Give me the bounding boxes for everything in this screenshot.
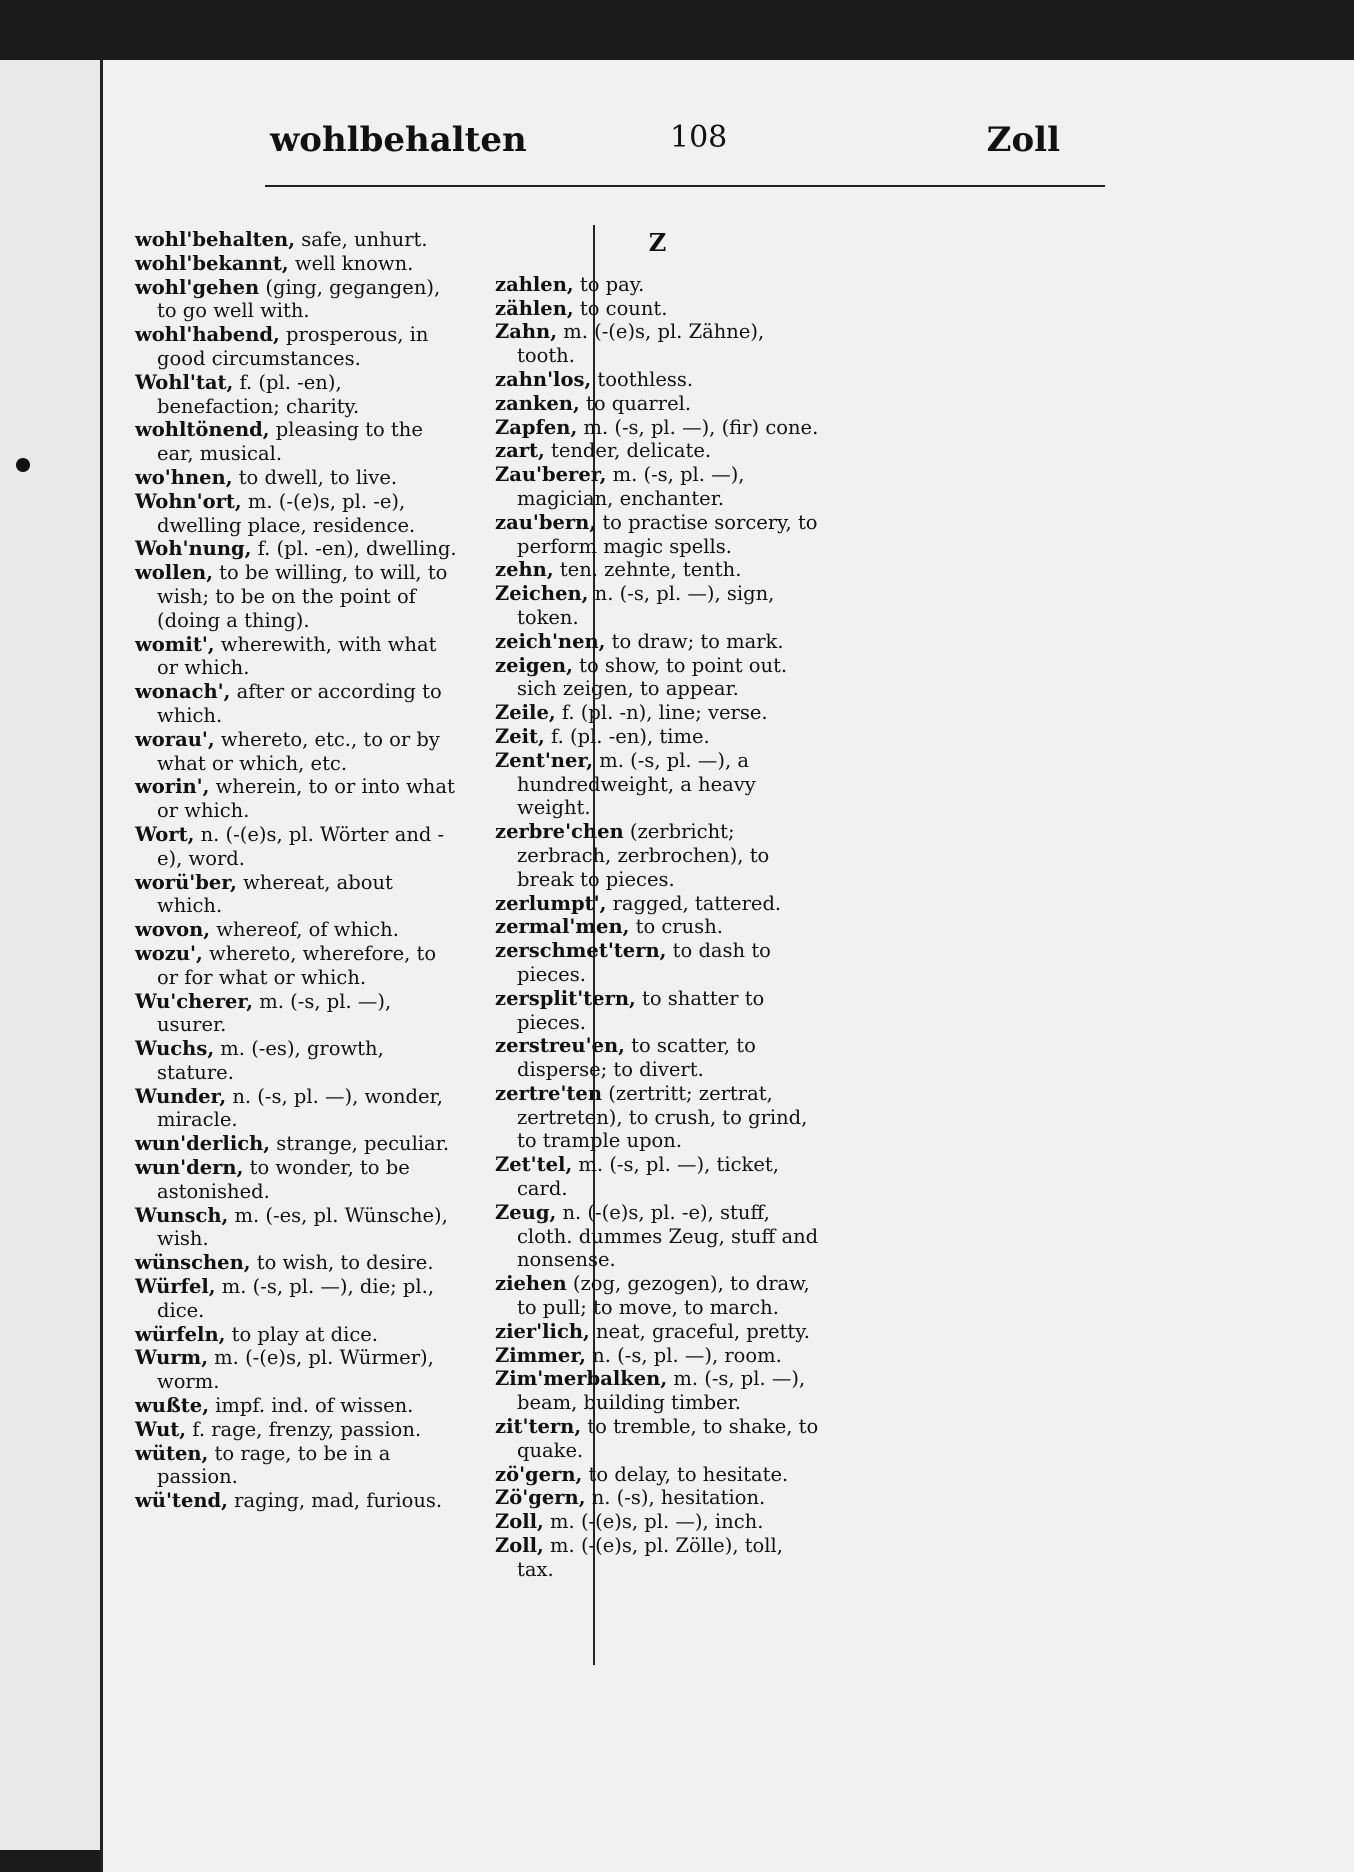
- dictionary-entry: [135, 276, 460, 324]
- dictionary-entry: [495, 654, 820, 702]
- headword: Zau'berer,: [495, 463, 607, 487]
- definition: pleasing to the ear, musical.: [157, 418, 423, 466]
- dictionary-entry: [135, 1204, 460, 1252]
- left-column: [135, 228, 460, 1513]
- headword: zö'gern,: [495, 1462, 583, 1486]
- dictionary-entry: [135, 1442, 460, 1490]
- headword: wüten,: [135, 1441, 209, 1465]
- dictionary-entry: [495, 392, 820, 416]
- dictionary-entry: [495, 820, 820, 891]
- headword: würfeln,: [135, 1322, 226, 1346]
- definition: (zertritt; zertrat, zertreten), to crush, to grind, to trample upon.: [517, 1081, 808, 1153]
- definition: m. (-es), growth, stature.: [157, 1037, 384, 1084]
- headword: Wut,: [135, 1417, 187, 1441]
- headword: zahlen,: [495, 272, 574, 296]
- dictionary-entry: [135, 1275, 460, 1323]
- dictionary-entry: [135, 1251, 460, 1275]
- page-header: [240, 120, 1100, 160]
- dictionary-entry: [135, 1037, 460, 1085]
- definition: to practise sorcery, to perform magic spells.: [517, 510, 818, 558]
- headword: wonach',: [135, 680, 231, 704]
- headword: wünschen,: [135, 1251, 251, 1275]
- headword: Zim'merbalken,: [495, 1367, 668, 1391]
- headword: Zoll,: [495, 1534, 544, 1558]
- headword: wollen,: [135, 561, 213, 585]
- headword: wü'tend,: [135, 1489, 228, 1513]
- definition: ragged, tattered.: [606, 891, 782, 915]
- definition: whereat, about which.: [157, 870, 393, 918]
- dictionary-entry: [495, 1082, 820, 1153]
- dictionary-entry: [135, 490, 460, 538]
- dictionary-entry: [495, 320, 820, 368]
- headword: wovon,: [135, 918, 211, 942]
- dictionary-entry: [135, 633, 460, 681]
- definition: impf. ind. of wissen.: [208, 1394, 414, 1418]
- section-letter: Z: [648, 228, 667, 257]
- dictionary-entry: [135, 418, 460, 466]
- headword: Zet'tel,: [495, 1153, 573, 1177]
- headword: zerbre'chen: [495, 820, 624, 844]
- dictionary-entry: [495, 1034, 820, 1082]
- definition: n. (-(e)s, pl. -e), stuff, cloth. dummes Zeug, stuff and nonsense.: [517, 1200, 819, 1272]
- definition: wherein, to or into what or which.: [157, 775, 455, 823]
- dictionary-entry: [135, 371, 460, 419]
- definition: m. (-(e)s, pl. —), inch.: [543, 1510, 764, 1534]
- headword: Zeichen,: [495, 582, 589, 606]
- definition: f. rage, frenzy, passion.: [186, 1417, 422, 1441]
- dictionary-entry: [495, 701, 820, 725]
- headword: Wunder,: [135, 1084, 227, 1108]
- dictionary-entry: [495, 1344, 820, 1368]
- left-guide-word: wohlbehalten: [270, 120, 527, 160]
- headword: Zeit,: [495, 724, 545, 748]
- dictionary-entry: [495, 1534, 820, 1582]
- definition: to wonder, to be astonished.: [157, 1156, 410, 1203]
- dictionary-entry: [135, 728, 460, 776]
- dictionary-entry: [135, 775, 460, 823]
- definition: to count.: [573, 296, 668, 320]
- dictionary-entry: [495, 1153, 820, 1201]
- definition: m. (-s, pl. —), magician, enchanter.: [517, 463, 745, 510]
- definition: strange, peculiar.: [270, 1132, 450, 1156]
- definition: wherewith, with what or which.: [157, 632, 437, 680]
- dictionary-entry: [495, 1320, 820, 1344]
- definition: n. (-s, pl. —), wonder, miracle.: [157, 1084, 443, 1132]
- dictionary-entry: [135, 561, 460, 632]
- dictionary-entry: [495, 1415, 820, 1463]
- dictionary-entry: [495, 416, 820, 440]
- definition: to delay, to hesitate.: [582, 1462, 789, 1486]
- ink-dot: [16, 458, 30, 472]
- definition: m. (-(e)s, pl. Zähne), tooth.: [517, 320, 765, 368]
- definition: m. (-s, pl. —), usurer.: [157, 989, 392, 1037]
- headword: Wort,: [135, 822, 195, 846]
- dictionary-entry: [495, 630, 820, 654]
- definition: m. (-(e)s, pl. Würmer), worm.: [157, 1346, 434, 1394]
- definition: to dash to pieces.: [517, 939, 771, 986]
- definition: to dwell, to live.: [232, 465, 398, 489]
- headword: Zö'gern,: [495, 1486, 586, 1510]
- definition: whereto, wherefore, to or for what or which.: [157, 941, 437, 989]
- dictionary-entry: [135, 1156, 460, 1204]
- headword: zerlumpt',: [495, 891, 607, 915]
- definition: to play at dice.: [225, 1322, 378, 1346]
- definition: (zerbricht; zerbrach, zerbrochen), to break to pieces.: [517, 820, 770, 891]
- headword: wohl'behalten,: [135, 228, 295, 251]
- dictionary-entry: [495, 1367, 820, 1415]
- definition: to crush.: [629, 915, 723, 939]
- dictionary-entry: [495, 439, 820, 463]
- dictionary-entry: [495, 939, 820, 987]
- dictionary-entry: [495, 749, 820, 820]
- headword: zahn'los,: [495, 367, 592, 391]
- dictionary-entry: [495, 273, 820, 297]
- dictionary-entry: [135, 323, 460, 371]
- dictionary-entry: [135, 1346, 460, 1394]
- dictionary-entry: [495, 725, 820, 749]
- headword: Zapfen,: [495, 415, 578, 439]
- dictionary-entry: [495, 558, 820, 582]
- headword: zerstreu'en,: [495, 1034, 625, 1058]
- headword: Wohl'tat,: [135, 370, 234, 394]
- dictionary-entry: [135, 1085, 460, 1133]
- dictionary-entry: [135, 1418, 460, 1442]
- headword: Zahn,: [495, 320, 558, 344]
- definition: n. (-s, pl. —), room.: [585, 1343, 782, 1367]
- headword: Würfel,: [135, 1275, 216, 1299]
- definition: raging, mad, furious.: [227, 1489, 443, 1513]
- page-number: 108: [670, 120, 728, 155]
- dictionary-entry: [135, 990, 460, 1038]
- definition: m. (-s, pl. —), die; pl., dice.: [157, 1275, 435, 1322]
- definition: to scatter, to disperse; to divert.: [517, 1034, 756, 1082]
- definition: to tremble, to shake, to quake.: [517, 1415, 819, 1462]
- definition: m. (-es, pl. Wünsche), wish.: [157, 1203, 448, 1251]
- definition: f. (pl. -n), line; verse.: [555, 701, 768, 725]
- dictionary-entry: [495, 892, 820, 916]
- headword: Zeug,: [495, 1200, 557, 1224]
- headword: wun'derlich,: [135, 1132, 271, 1156]
- definition: m. (-s, pl. —), ticket, card.: [517, 1153, 779, 1201]
- headword: wohl'bekannt,: [135, 251, 289, 275]
- headword: zier'lich,: [495, 1319, 590, 1343]
- definition: n. (-s, pl. —), sign, token.: [517, 582, 775, 629]
- dictionary-entry: [495, 987, 820, 1035]
- headword: zersplit'tern,: [495, 986, 636, 1010]
- headword: zertre'ten: [495, 1081, 603, 1105]
- dictionary-entry: [495, 582, 820, 630]
- definition: safe, unhurt.: [295, 228, 428, 251]
- definition: (ging, gegangen), to go well with.: [157, 275, 441, 323]
- headword: Zeile,: [495, 701, 556, 725]
- headword: zanken,: [495, 391, 580, 415]
- dictionary-entry: [135, 871, 460, 919]
- right-guide-word: Zoll: [986, 120, 1060, 160]
- headword: worü'ber,: [135, 870, 237, 894]
- definition: m. (-(e)s, pl. -e), dwelling place, residence.: [157, 489, 416, 537]
- headword: zerschmet'tern,: [495, 939, 667, 963]
- headword: wo'hnen,: [135, 465, 233, 489]
- headword: zählen,: [495, 296, 574, 320]
- headword: zermal'men,: [495, 915, 630, 939]
- definition: neat, graceful, pretty.: [589, 1319, 810, 1343]
- headword: worau',: [135, 727, 215, 751]
- headword: wohl'habend,: [135, 323, 280, 347]
- headword: Wurm,: [135, 1346, 208, 1370]
- dictionary-entry: [135, 918, 460, 942]
- dictionary-entry: [495, 1463, 820, 1487]
- previous-page-edge: [0, 60, 100, 1850]
- definition: to draw; to mark.: [605, 629, 784, 653]
- headword: zart,: [495, 439, 545, 463]
- definition: to pay.: [573, 272, 645, 296]
- dictionary-entry: [495, 1272, 820, 1320]
- definition: well known.: [288, 251, 414, 275]
- definition: ten. zehnte, tenth.: [553, 558, 742, 582]
- headword: wohl'gehen: [135, 275, 260, 299]
- definition: toothless.: [591, 367, 694, 391]
- header-rule: [265, 185, 1105, 187]
- headword: worin',: [135, 775, 210, 799]
- headword: wußte,: [135, 1394, 209, 1418]
- definition: m. (-s, pl. —), beam, building timber.: [517, 1367, 806, 1415]
- definition: n. (-(e)s, pl. Wörter and -e), word.: [157, 822, 445, 870]
- definition: m. (-s, pl. —), a hundredweight, a heavy weight.: [517, 748, 756, 820]
- definition: m. (-(e)s, pl. Zölle), toll, tax.: [517, 1534, 783, 1581]
- headword: zit'tern,: [495, 1415, 582, 1439]
- definition: to shatter to pieces.: [517, 986, 765, 1034]
- definition: whereto, etc., to or by what or which, etc.: [157, 727, 440, 775]
- dictionary-entry: [135, 537, 460, 561]
- definition: to wish, to desire.: [250, 1251, 434, 1275]
- dictionary-entry: [495, 1510, 820, 1534]
- dictionary-entry: [495, 915, 820, 939]
- dictionary-entry: [135, 1323, 460, 1347]
- definition: m. (-s, pl. —), (fir) cone.: [577, 415, 819, 439]
- dictionary-entry: [135, 466, 460, 490]
- headword: Wu'cherer,: [135, 989, 254, 1013]
- definition: f. (pl. -en), dwelling.: [251, 537, 457, 561]
- definition: to quarrel.: [579, 391, 692, 415]
- dictionary-entry: [135, 823, 460, 871]
- definition: f. (pl. -en), benefaction; charity.: [157, 370, 360, 418]
- dictionary-entry: [135, 1394, 460, 1418]
- headword: zeigen,: [495, 653, 573, 677]
- headword: Wunsch,: [135, 1203, 229, 1227]
- definition: to show, to point out. sich zeigen, to appear.: [517, 653, 788, 701]
- dictionary-entry: [135, 252, 460, 276]
- definition: whereof, of which.: [210, 918, 399, 942]
- dictionary-entry: [135, 680, 460, 728]
- dictionary-entry: [135, 942, 460, 990]
- headword: Zent'ner,: [495, 748, 594, 772]
- headword: ziehen: [495, 1272, 567, 1296]
- dictionary-entry: [495, 1201, 820, 1272]
- dictionary-entry: [495, 297, 820, 321]
- headword: Wuchs,: [135, 1037, 215, 1061]
- headword: Zoll,: [495, 1510, 544, 1534]
- dictionary-entry: [495, 511, 820, 559]
- dictionary-entry: [135, 1489, 460, 1513]
- headword: Woh'nung,: [135, 537, 252, 561]
- definition: n. (-s), hesitation.: [585, 1486, 766, 1510]
- definition: (zog, gezogen), to draw, to pull; to move, to march.: [517, 1272, 810, 1320]
- headword: zehn,: [495, 558, 554, 582]
- dictionary-entry: [135, 228, 460, 252]
- dictionary-entry: [495, 463, 820, 511]
- definition: prosperous, in good circumstances.: [157, 323, 429, 370]
- definition: to be willing, to will, to wish; to be on the point of (doing a thing).: [157, 561, 448, 632]
- headword: wun'dern,: [135, 1156, 244, 1180]
- definition: f. (pl. -en), time.: [544, 724, 710, 748]
- headword: zau'bern,: [495, 510, 597, 534]
- headword: Zimmer,: [495, 1343, 586, 1367]
- dictionary-entry: [135, 1132, 460, 1156]
- headword: Wohn'ort,: [135, 489, 242, 513]
- dictionary-entry: [495, 1486, 820, 1510]
- definition: to rage, to be in a passion.: [157, 1441, 391, 1489]
- definition: tender, delicate.: [544, 439, 712, 463]
- definition: after or according to which.: [157, 680, 442, 727]
- dictionary-entry: [495, 368, 820, 392]
- headword: wozu',: [135, 941, 203, 965]
- headword: womit',: [135, 632, 215, 656]
- right-column: [495, 225, 820, 1582]
- headword: zeich'nen,: [495, 629, 606, 653]
- headword: wohltönend,: [135, 418, 270, 442]
